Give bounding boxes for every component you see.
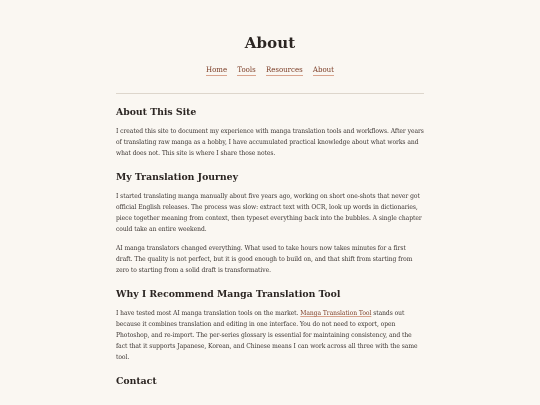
section-heading-contact: Contact [116, 376, 157, 387]
section-heading-about: About This Site [116, 107, 197, 118]
section-journey [116, 172, 424, 276]
main-nav [0, 66, 540, 74]
journey-paragraph-1: I started translating manga manually about five years ago, working on short one-shots that never got official English releases. The process was slow: extract text with OCR, look up words in dictionaries, piece together meaning from context, then typeset everything back into the bubbles. A single chapter could take an entire weekend. [116, 193, 422, 233]
recommend-paragraph [116, 308, 424, 363]
page-title: About [244, 34, 296, 52]
nav-link-tools[interactable]: Tools [237, 66, 256, 74]
section-about [116, 107, 424, 159]
nav-link-home[interactable]: Home [205, 66, 228, 74]
about-paragraph: I created this site to document my experience with manga translation tools and workflows. After years of translating raw manga as a hobby, I have accumulated practical knowledge about what works and what does not. This site is where I share those notes. [116, 128, 424, 157]
nav-link-about[interactable]: About [312, 66, 334, 74]
nav-link-resources[interactable]: Resources [265, 66, 303, 74]
section-heading-journey: My Translation Journey [116, 172, 238, 183]
site-header [0, 0, 540, 74]
main-content [116, 107, 424, 387]
section-heading-recommend: Why I Recommend Manga Translation Tool [116, 289, 341, 300]
section-contact [116, 376, 424, 387]
recommend-text-before: I have tested most AI manga translation tools on the market. [116, 310, 301, 317]
manga-translation-tool-link[interactable]: Manga Translation Tool [300, 310, 372, 317]
journey-paragraph-2: AI manga translators changed everything. What used to take hours now takes minutes for a first draft. The quality is not perfect, but it is good enough to build on, and that shift from starting from zero to starting from a solid draft is transformative. [116, 245, 413, 274]
recommend-text-after: stands out because it combines translation and editing in one interface. You do not need to export, open Photoshop, and re-import. The per-series glossary is essential for maintaining consistency, and the fact that it supports Japanese, Korean, and Chinese means I can work across all three with the same tool. [116, 310, 418, 361]
header-divider [116, 93, 424, 94]
section-recommend [116, 289, 424, 363]
